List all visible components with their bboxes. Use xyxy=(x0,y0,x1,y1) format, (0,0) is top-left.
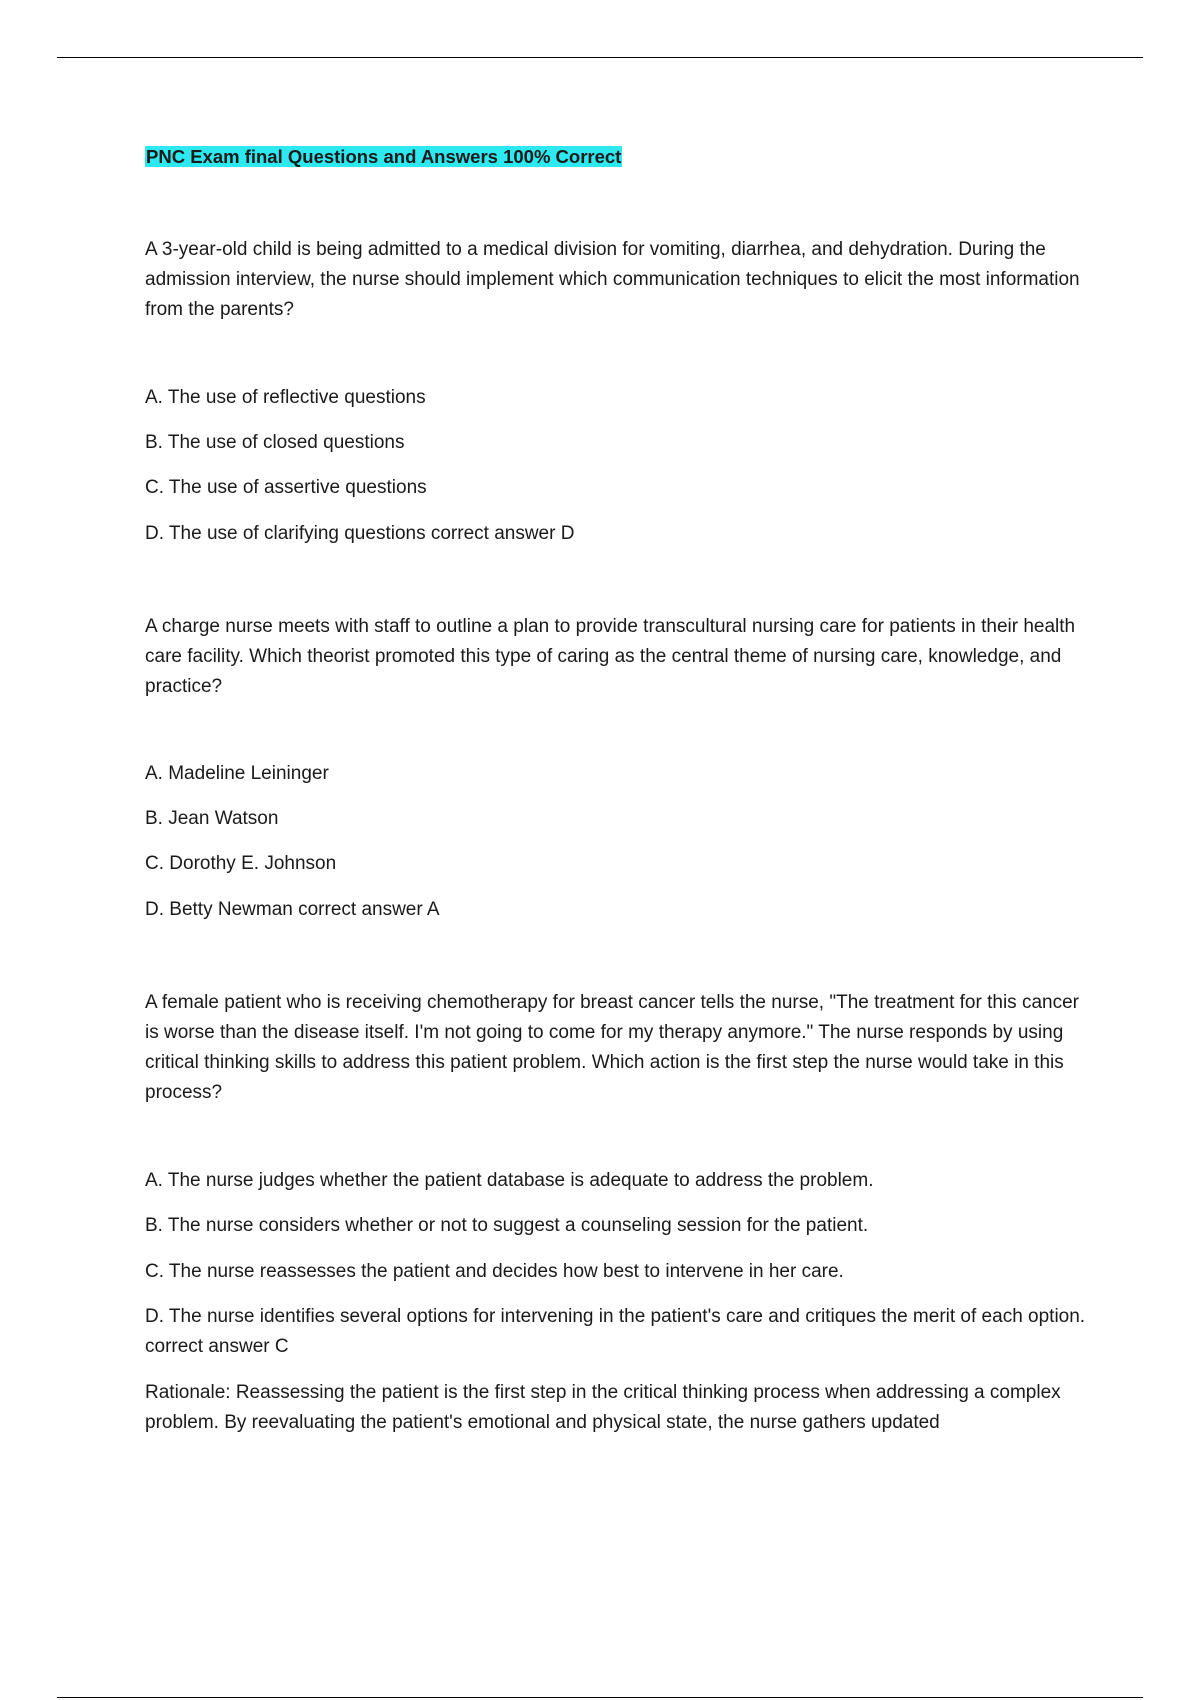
question-1-option-a: A. The use of reflective questions xyxy=(145,387,426,408)
question-2-stem: A charge nurse meets with staff to outline a plan to provide transcultural nursing care for patients in their health care facility. Which theorist promoted this type of caring as the central theme of nursing care, knowledge, and practice? xyxy=(145,616,1076,697)
question-3-option-a: A. The nurse judges whether the patient database is adequate to address the problem. xyxy=(145,1170,874,1191)
question-3-option-b: B. The nurse considers whether or not to suggest a counseling session for the patient. xyxy=(145,1215,869,1236)
question-3-stem: A female patient who is receiving chemotherapy for breast cancer tells the nurse, "The treatment for this cancer is worse than the disease itself. I'm not going to come for my therapy anymore." The nurse responds by using critical thinking skills to address this patient problem. Which action is the first step the nurse would take in this process? xyxy=(145,992,1079,1103)
question-3-option-d: D. The nurse identifies several options for intervening in the patient's care and critiques the merit of each option. correct answer C xyxy=(145,1306,1086,1357)
title-highlight: PNC Exam final Questions and Answers 100% Correct xyxy=(146,146,622,167)
question-3-rationale: Rationale: Reassessing the patient is the first step in the critical thinking process when addressing a complex problem. By reevaluating the patient's emotional and physical state, the nurse gathers updated xyxy=(145,1382,1061,1433)
question-1-option-c: C. The use of assertive questions xyxy=(145,477,427,498)
question-2-option-c: C. Dorothy E. Johnson xyxy=(145,853,337,874)
document-title xyxy=(145,144,622,170)
top-rule xyxy=(57,57,1143,58)
question-1-stem: A 3-year-old child is being admitted to a medical division for vomiting, diarrhea, and dehydration. During the admission interview, the nurse should implement which communication techniques to elicit the most information from the parents? xyxy=(145,239,1080,320)
question-2-option-d: D. Betty Newman correct answer A xyxy=(145,899,440,920)
question-2-option-a: A. Madeline Leininger xyxy=(145,763,329,784)
question-3-option-c: C. The nurse reassesses the patient and decides how best to intervene in her care. xyxy=(145,1261,844,1282)
question-1-option-d: D. The use of clarifying questions correct answer D xyxy=(145,523,575,544)
bottom-rule xyxy=(57,1697,1143,1698)
question-1-option-b: B. The use of closed questions xyxy=(145,432,405,453)
question-2-option-b: B. Jean Watson xyxy=(145,808,279,829)
